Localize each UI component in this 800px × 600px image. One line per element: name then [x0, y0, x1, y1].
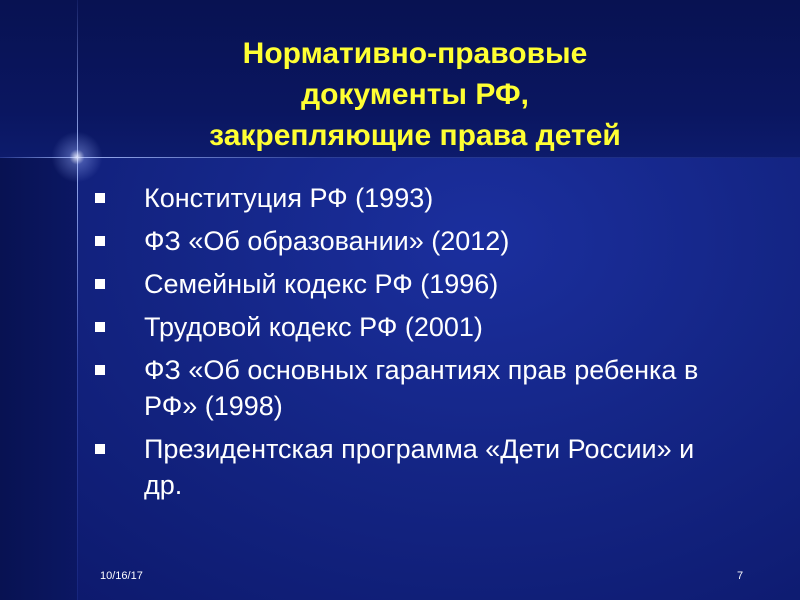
bullet-icon — [95, 236, 105, 246]
bullet-icon — [95, 365, 105, 375]
title-line-1: Нормативно-правовые — [242, 37, 588, 70]
list-item — [90, 266, 730, 302]
slide-number: 7 — [737, 570, 744, 582]
list-item — [90, 180, 730, 216]
title-line-2: документы РФ, — [301, 78, 529, 111]
list-item-text: Семейный кодекс РФ (1996) — [144, 269, 499, 299]
documents-list — [90, 180, 730, 510]
horizontal-divider — [0, 157, 800, 158]
list-item — [90, 223, 730, 259]
left-band — [0, 158, 77, 600]
slide-title — [100, 33, 730, 156]
list-item — [90, 309, 730, 345]
vertical-divider — [77, 0, 78, 600]
list-item — [90, 431, 730, 503]
bullet-icon — [95, 193, 105, 203]
bullet-icon — [95, 279, 105, 289]
list-item — [90, 352, 730, 424]
list-item-text: ФЗ «Об образовании» (2012) — [144, 226, 510, 256]
bullet-icon — [95, 444, 105, 454]
list-item-text: Президентская программа «Дети России» и др. — [144, 434, 695, 500]
footer-date: 10/16/17 — [100, 570, 143, 582]
bullet-icon — [95, 322, 105, 332]
title-line-3: закрепляющие права детей — [209, 119, 621, 152]
list-item-text: Трудовой кодекс РФ (2001) — [144, 312, 483, 342]
list-item-text: Конституция РФ (1993) — [144, 183, 434, 213]
list-item-text: ФЗ «Об основных гарантиях прав ребенка в РФ» (1998) — [144, 355, 699, 421]
